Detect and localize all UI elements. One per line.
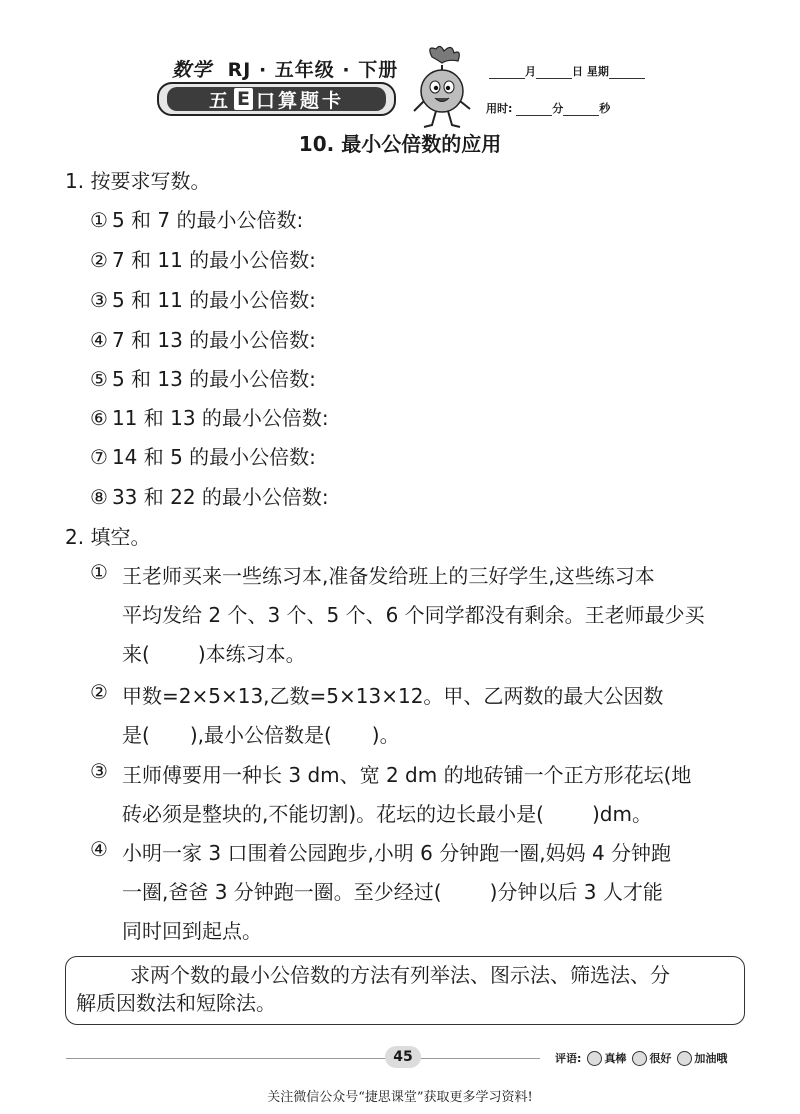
rating-row [555, 1050, 727, 1066]
series-banner [157, 82, 396, 116]
tip-line: 求两个数的最小公倍数的方法有列举法、图示法、筛选法、分 [130, 963, 670, 987]
q1-item [90, 204, 303, 233]
mascot-illustration [402, 45, 482, 130]
q2-item-1-line: 平均发给 2 个、3 个、5 个、6 个同学都没有剩余。王老师最少买 [122, 603, 705, 627]
seconds-blank[interactable] [563, 103, 599, 116]
minutes-label: 分 [552, 102, 564, 115]
subject-label: 数学 [172, 59, 213, 81]
great-face-icon[interactable] [587, 1051, 602, 1066]
series-title-part1: 五 [208, 89, 231, 112]
time-label: 用时: [486, 102, 513, 115]
footer-rule-right [420, 1058, 540, 1059]
footer-note: 关注微信公众号“捷思课堂”获取更多学习资料! [267, 1090, 533, 1105]
day-blank[interactable] [536, 66, 572, 79]
page-number: 45 [393, 1049, 413, 1065]
text-fragment: ),最小公倍数是( [189, 723, 332, 747]
item-number: ⑥ [90, 406, 108, 430]
text-fragment: 一圈,爸爸 3 分钟跑一圈。至少经过( [122, 880, 442, 904]
text-fragment: 是( [122, 723, 150, 747]
item-number: ① [90, 208, 108, 232]
q1-item [90, 441, 316, 470]
q2-item-1-line: 王老师买来一些练习本,准备发给班上的三好学生,这些练习本 [122, 564, 655, 588]
item-number: ③ [90, 288, 108, 312]
text-fragment: )。 [371, 723, 400, 747]
q1-item [90, 481, 329, 510]
item-text: 5 和 11 的最小公倍数: [111, 288, 316, 312]
q1-item [90, 363, 316, 392]
q1-item [90, 402, 329, 431]
date-fill-line [489, 63, 645, 79]
item-number: ⑧ [90, 485, 108, 509]
q2-item-4-number: ④ [90, 837, 108, 861]
month-blank[interactable] [489, 66, 525, 79]
weekday-label: 星期 [586, 65, 609, 78]
item-number: ⑤ [90, 367, 108, 391]
item-number: ④ [90, 328, 108, 352]
series-title-part2: E [234, 88, 253, 110]
q2-item-2-line: 甲数=2×5×13,乙数=5×13×12。甲、乙两数的最大公因数 [122, 684, 664, 708]
item-text: 11 和 13 的最小公倍数: [111, 406, 329, 430]
item-number: ② [90, 248, 108, 272]
q2-item-4-line: 小明一家 3 口围着公园跑步,小明 6 分钟跑一圈,妈妈 4 分钟跑 [122, 841, 672, 865]
month-label: 月 [525, 65, 536, 78]
text-fragment: )本练习本。 [197, 642, 306, 666]
text-fragment: )dm。 [591, 802, 652, 826]
footer-rule-left [66, 1058, 386, 1059]
rating-label: 评语: [555, 1052, 582, 1065]
lesson-title: 10. 最小公倍数的应用 [298, 132, 502, 156]
day-label: 日 [572, 65, 583, 78]
text-fragment: )分钟以后 3 人才能 [489, 880, 663, 904]
rating-keep-trying-label: 加油哦 [694, 1052, 728, 1065]
item-text: 33 和 22 的最小公倍数: [111, 485, 329, 509]
text-fragment: 来( [122, 642, 150, 666]
seconds-label: 秒 [599, 102, 611, 115]
question-2-heading: 2. 填空。 [65, 525, 151, 549]
q2-item-3-line [122, 798, 652, 827]
q1-item [90, 284, 316, 313]
q2-item-1-number: ① [90, 560, 108, 584]
q2-item-2-line [122, 719, 400, 748]
good-face-icon[interactable] [632, 1051, 647, 1066]
q1-item [90, 324, 316, 353]
keep-trying-face-icon[interactable] [677, 1051, 692, 1066]
q2-item-3-number: ③ [90, 759, 108, 783]
q2-item-3-line: 王师傅要用一种长 3 dm、宽 2 dm 的地砖铺一个正方形花坛(地 [122, 763, 692, 787]
question-1-heading: 1. 按要求写数。 [65, 169, 211, 193]
item-text: 5 和 7 的最小公倍数: [111, 208, 304, 232]
rating-good-label: 很好 [649, 1052, 672, 1065]
method-tip-box [65, 956, 745, 1025]
minutes-blank[interactable] [516, 103, 552, 116]
item-text: 14 和 5 的最小公倍数: [111, 445, 316, 469]
item-number: ⑦ [90, 445, 108, 469]
time-fill-line [486, 100, 610, 116]
text-fragment: 砖必须是整块的,不能切割)。花坛的边长最小是( [122, 802, 544, 826]
series-title-part3: 口算题卡 [255, 89, 344, 112]
tip-line: 解质因数法和短除法。 [76, 991, 276, 1015]
q2-item-4-line: 同时回到起点。 [122, 919, 262, 943]
book-subject-line [172, 55, 398, 82]
q2-item-2-number: ② [90, 680, 108, 704]
q1-item [90, 244, 316, 273]
item-text: 7 和 13 的最小公倍数: [111, 328, 316, 352]
weekday-blank[interactable] [609, 66, 645, 79]
q2-item-4-line [122, 876, 663, 905]
rating-great-label: 真棒 [604, 1052, 627, 1065]
item-text: 7 和 11 的最小公倍数: [111, 248, 316, 272]
q2-item-1-line [122, 638, 306, 667]
edition-label: RJ · 五年级 · 下册 [227, 59, 399, 81]
item-text: 5 和 13 的最小公倍数: [111, 367, 316, 391]
